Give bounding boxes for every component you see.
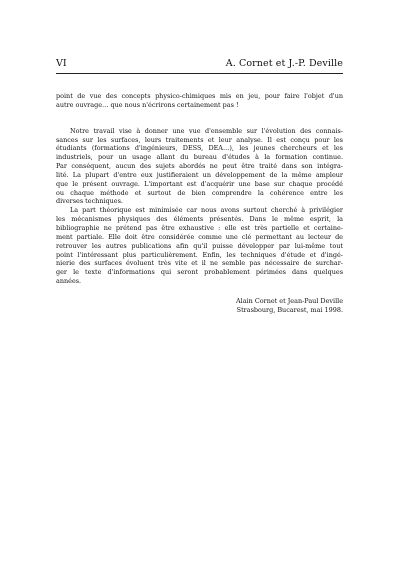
text-line: lité. La plupart d'entre eux justifieraient un développement de la même ampleur <box>56 170 343 179</box>
text-line: étudiants (formations d'ingénieurs, DESS, DEA…), les jeunes chercheurs et les <box>56 144 343 153</box>
text-line: ment partiale. Elle doit être considérée comme une clé permettant au lecteur de <box>56 232 343 241</box>
text-line: nierie des surfaces évoluent très vite et il ne semble pas nécessaire de surchar- <box>56 259 343 268</box>
running-head-authors: A. Cornet et J.-P. Deville <box>225 58 343 69</box>
signature-place-date: Strasbourg, Bucarest, mai 1998. <box>236 305 343 314</box>
signature-names: Alain Cornet et Jean-Paul Deville <box>236 297 343 305</box>
text-line: ou chaque méthode et surtout de bien comprendre la cohérence entre les <box>56 188 343 197</box>
text-line: bibliographie ne prétend pas être exhaustive : elle est très partielle et certaine- <box>56 223 343 232</box>
text-line: années. <box>56 277 82 286</box>
text-line: diverses techniques. <box>56 197 123 206</box>
text-line: point l'intéressant plus particulièrement. Enfin, les techniques d'étude et d'ingé- <box>56 250 343 259</box>
body-text <box>56 92 343 286</box>
text-line: point de vue des concepts physico-chimiques mis en jeu, pour faire l'objet d'un <box>56 92 343 100</box>
header-rule <box>56 73 343 74</box>
text-line: autre ouvrage… que nous n'écrirons certainement pas ! <box>56 100 239 109</box>
text-line: La part théorique est minimisée car nous avons surtout cherché à privilégier <box>70 206 343 215</box>
text-line: les mécanismes physiques des éléments présentés. Dans le même esprit, la <box>56 215 343 224</box>
running-head <box>56 57 343 71</box>
text-line: que le présent ouvrage. L'important est d'acquérir une base sur chaque procédé <box>56 179 343 188</box>
signature-block <box>56 297 343 315</box>
text-line: industriels, pour un usage allant du bureau d'études à la formation continue. <box>56 153 343 162</box>
text-line: retrouver les autres publications afin qu'il puisse développer par lui-même tout <box>56 241 343 250</box>
text-line: Notre travail vise à donner une vue d'ensemble sur l'évolution des connais- <box>70 126 343 135</box>
text-line: ger le texte d'informations qui seront probablement périmées dans quelques <box>56 268 343 277</box>
paragraph-gap <box>56 110 343 127</box>
text-line: Par conséquent, aucun des sujets abordés ne peut être traité dans son intégra- <box>56 162 343 171</box>
page-number: VI <box>56 58 67 69</box>
text-line: sances sur les surfaces, leurs traitements et leur analyse. Il est conçu pour les <box>56 135 343 144</box>
